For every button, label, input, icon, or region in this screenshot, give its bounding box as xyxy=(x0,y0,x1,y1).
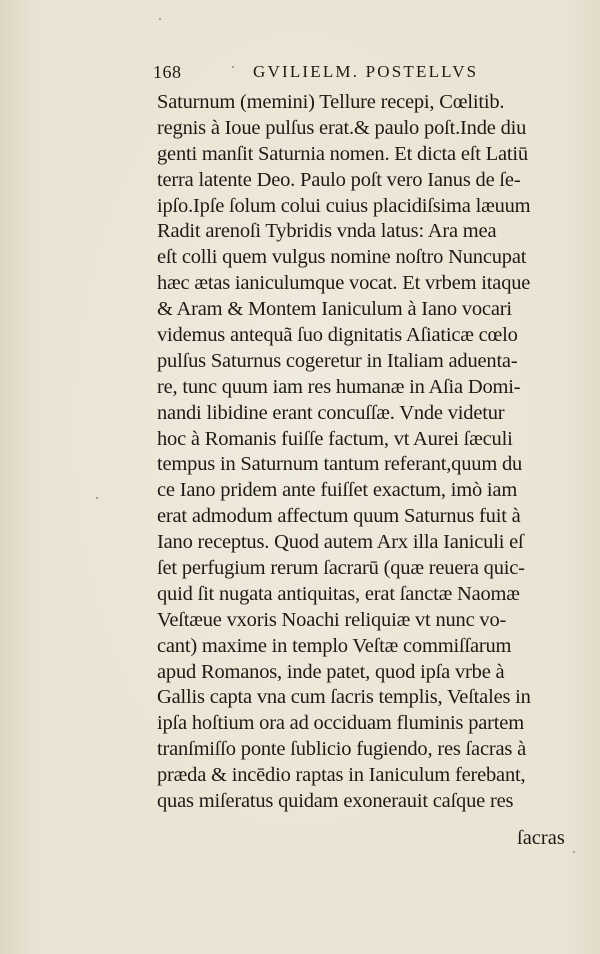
page-number: 168 xyxy=(153,62,182,82)
text-line: eſt colli quem vulgus nomine noſtro Nuncupat xyxy=(157,246,527,269)
text-line: genti manſit Saturnia nomen. Et dicta eſt Latiū xyxy=(157,142,528,165)
catchword: ſacras xyxy=(517,827,565,849)
text-line: ſet perfugium rerum ſacrarū (quæ reuera quic- xyxy=(157,557,525,580)
paper-speck xyxy=(232,66,234,68)
text-line: ipſa hoſtium ora ad occiduam fluminis partem xyxy=(157,712,524,735)
text-line: hoc à Romanis fuiſſe factum, vt Aurei ſæculi xyxy=(157,427,513,450)
text-line: tempus in Saturnum tantum referant,quum du xyxy=(157,453,523,476)
paper-speck xyxy=(573,851,575,853)
text-line: ce Iano pridem ante fuiſſet exactum, imò iam xyxy=(157,479,518,502)
text-line: quid ſit nugata antiquitas, erat ſanctæ Naomæ xyxy=(157,582,520,605)
page-header xyxy=(153,62,538,86)
body-text xyxy=(157,90,572,815)
text-line: ipſo.Ipſe ſolum colui cuius placidiſsima læuum xyxy=(157,194,531,217)
running-head: GVILIELM. POSTELLVS xyxy=(253,62,479,81)
text-line: tranſmiſſo ponte ſublicio fugiendo, res ſacras à xyxy=(157,738,526,761)
text-line: videmus antequã ſuo dignitatis Aſiaticæ cœlo xyxy=(157,324,518,347)
text-line: hæc ætas ianiculumque vocat. Et vrbem itaque xyxy=(157,272,531,295)
text-line: præda & incēdio raptas in Ianiculum ferebant, xyxy=(157,764,526,787)
text-line: cant) maxime in templo Veſtæ commiſſarum xyxy=(157,634,512,657)
text-line: & Aram & Montem Ianiculum à Iano vocari xyxy=(157,298,512,321)
text-line: regnis à Ioue pulſus erat.& paulo poſt.Inde diu xyxy=(157,116,527,139)
paper-speck xyxy=(159,18,161,20)
text-line: quas miſeratus quidam exonerauit caſque res xyxy=(157,790,514,813)
text-line: terra latente Deo. Paulo poſt vero Ianus de ſe- xyxy=(157,168,521,191)
text-line: apud Romanos, inde patet, quod ipſa vrbe à xyxy=(157,660,505,683)
text-line: pulſus Saturnus cogeretur in Italiam aduenta- xyxy=(157,349,518,372)
paper-speck xyxy=(96,497,98,499)
text-line: re, tunc quum iam res humanæ in Aſia Domi- xyxy=(157,375,521,398)
text-line: erat admodum affectum quum Saturnus fuit à xyxy=(157,505,521,528)
text-line: Radit arenoſi Tybridis vnda latus: Ara mea xyxy=(157,220,497,243)
text-line: nandi libidine erant concuſſæ. Vnde videtur xyxy=(157,401,505,424)
text-line: Gallis capta vna cum ſacris templis, Veſtales in xyxy=(157,686,531,709)
text-line: Veſtæue vxoris Noachi reliquiæ vt nunc vo- xyxy=(157,608,507,631)
text-line: Saturnum (memini) Tellure recepi, Cœlitib. xyxy=(157,91,505,113)
text-line: Iano receptus. Quod autem Arx illa Ianiculi eſ xyxy=(157,531,524,554)
